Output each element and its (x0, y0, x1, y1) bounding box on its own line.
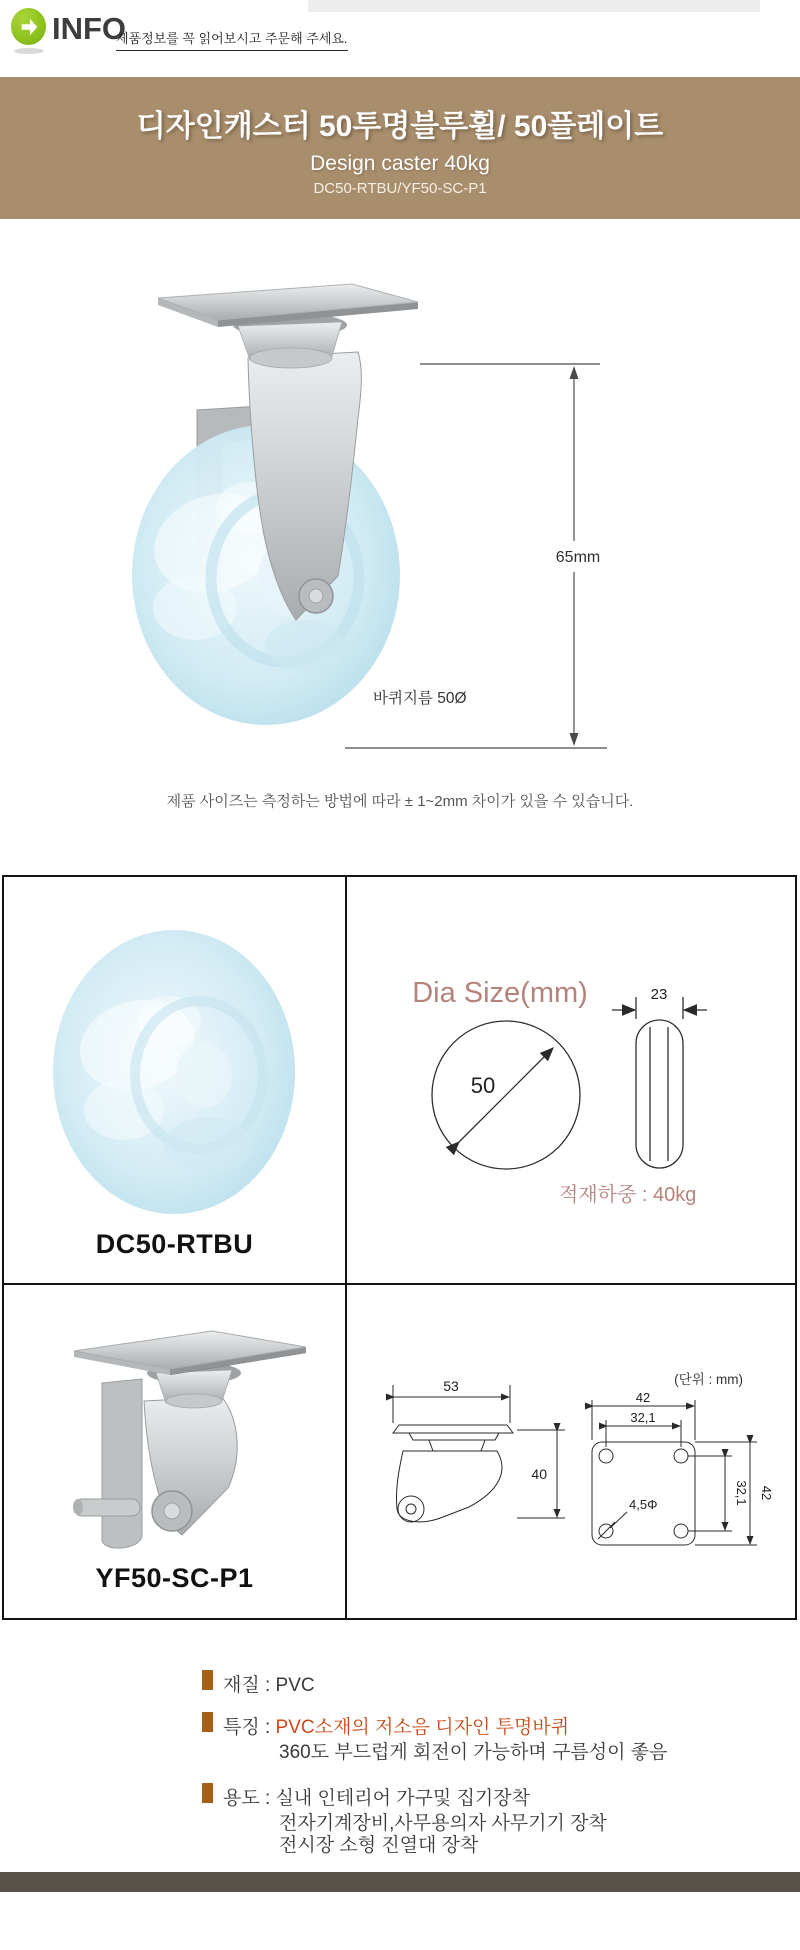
cell-dia-size (347, 877, 795, 1285)
unit-label: (단위 : mm) (674, 1372, 743, 1387)
feature-value-highlight: PVC소재의 저소음 디자인 투명바퀴 (275, 1717, 570, 1738)
product-model-code: DC50-RTBU/YF50-SC-P1 (313, 180, 487, 197)
info-note: 제품정보를 꼭 읽어보시고 주문해 주세요. (116, 28, 348, 51)
cell-wheel-photo (4, 877, 347, 1285)
technical-drawing (347, 1285, 793, 1616)
spec-table (2, 875, 797, 1620)
photo-dimension-lines (0, 240, 800, 760)
dia-size-title: Dia Size(mm) (412, 977, 588, 1009)
spec-feature-line2: 360도 부드럽게 회전이 가능하며 구름성이 좋음 (279, 1742, 668, 1763)
wheel-diameter-label: 바퀴지름 50Ø (373, 690, 467, 707)
feature-label: 특징 : (223, 1717, 276, 1738)
bullet-usage (202, 1783, 213, 1803)
axle-pin (74, 1499, 140, 1516)
spec-feature (223, 1712, 569, 1739)
dim-plate-width-value: 42 (635, 1390, 651, 1405)
wheel-side-profile (636, 1020, 683, 1168)
material-label: 재질 : (223, 1675, 276, 1696)
wheel-size-diagram (347, 877, 793, 1283)
usage-value: 실내 인테리어 가구및 집기장착 (275, 1788, 530, 1809)
info-arrow-icon (11, 8, 46, 45)
dim-width-value: 53 (443, 1378, 459, 1394)
top-divider-strip (308, 0, 760, 12)
bracket-back-prong (102, 1379, 142, 1548)
arrow-right-icon (18, 16, 40, 38)
dim-hole-pitch-v-value: 32,1 (734, 1480, 749, 1506)
product-subtitle: Design caster 40kg (310, 152, 490, 175)
spec-usage (223, 1783, 530, 1810)
wheel-front-photo (49, 925, 299, 1215)
spec-material (223, 1670, 315, 1697)
spec-usage-line2: 전자기계장비,사무용의자 사무기기 장착 (279, 1813, 607, 1834)
bracket-photo (44, 1313, 314, 1563)
size-tolerance-note: 제품 사이즈는 측정하는 방법에 따라 ± 1~2mm 차이가 있을 수 있습니다. (166, 793, 634, 810)
bullet-feature (202, 1712, 213, 1732)
load-capacity-label: 적재하중 : 40kg (559, 1184, 697, 1206)
footer-divider-bar (0, 1872, 800, 1892)
usage-label: 용도 : (223, 1788, 276, 1809)
bullet-material (202, 1670, 213, 1690)
material-value: PVC (275, 1675, 315, 1696)
cell-technical-drawing (347, 1285, 795, 1618)
wheel-width-value: 23 (650, 986, 668, 1003)
dim-height-value: 40 (531, 1466, 547, 1482)
cell-bracket-photo (4, 1285, 347, 1618)
model-label-bracket: YF50-SC-P1 (95, 1563, 254, 1593)
model-label-wheel: DC50-RTBU (95, 1229, 254, 1259)
dim-plate-height-value: 42 (759, 1485, 774, 1501)
spec-usage-line3: 전시장 소형 진열대 장착 (279, 1835, 479, 1856)
dim-hole-diameter-value: 4,5Φ (629, 1497, 658, 1512)
height-dimension-label: 65mm (555, 549, 601, 566)
info-heading: INFO (52, 11, 127, 46)
title-banner (0, 77, 800, 219)
dim-hole-pitch-w-value: 32,1 (630, 1410, 656, 1425)
info-icon-shadow (14, 48, 44, 54)
wheel-diameter-value: 50 (470, 1073, 496, 1098)
product-title: 디자인캐스터 50투명블루휠/ 50플레이트 (136, 110, 664, 143)
